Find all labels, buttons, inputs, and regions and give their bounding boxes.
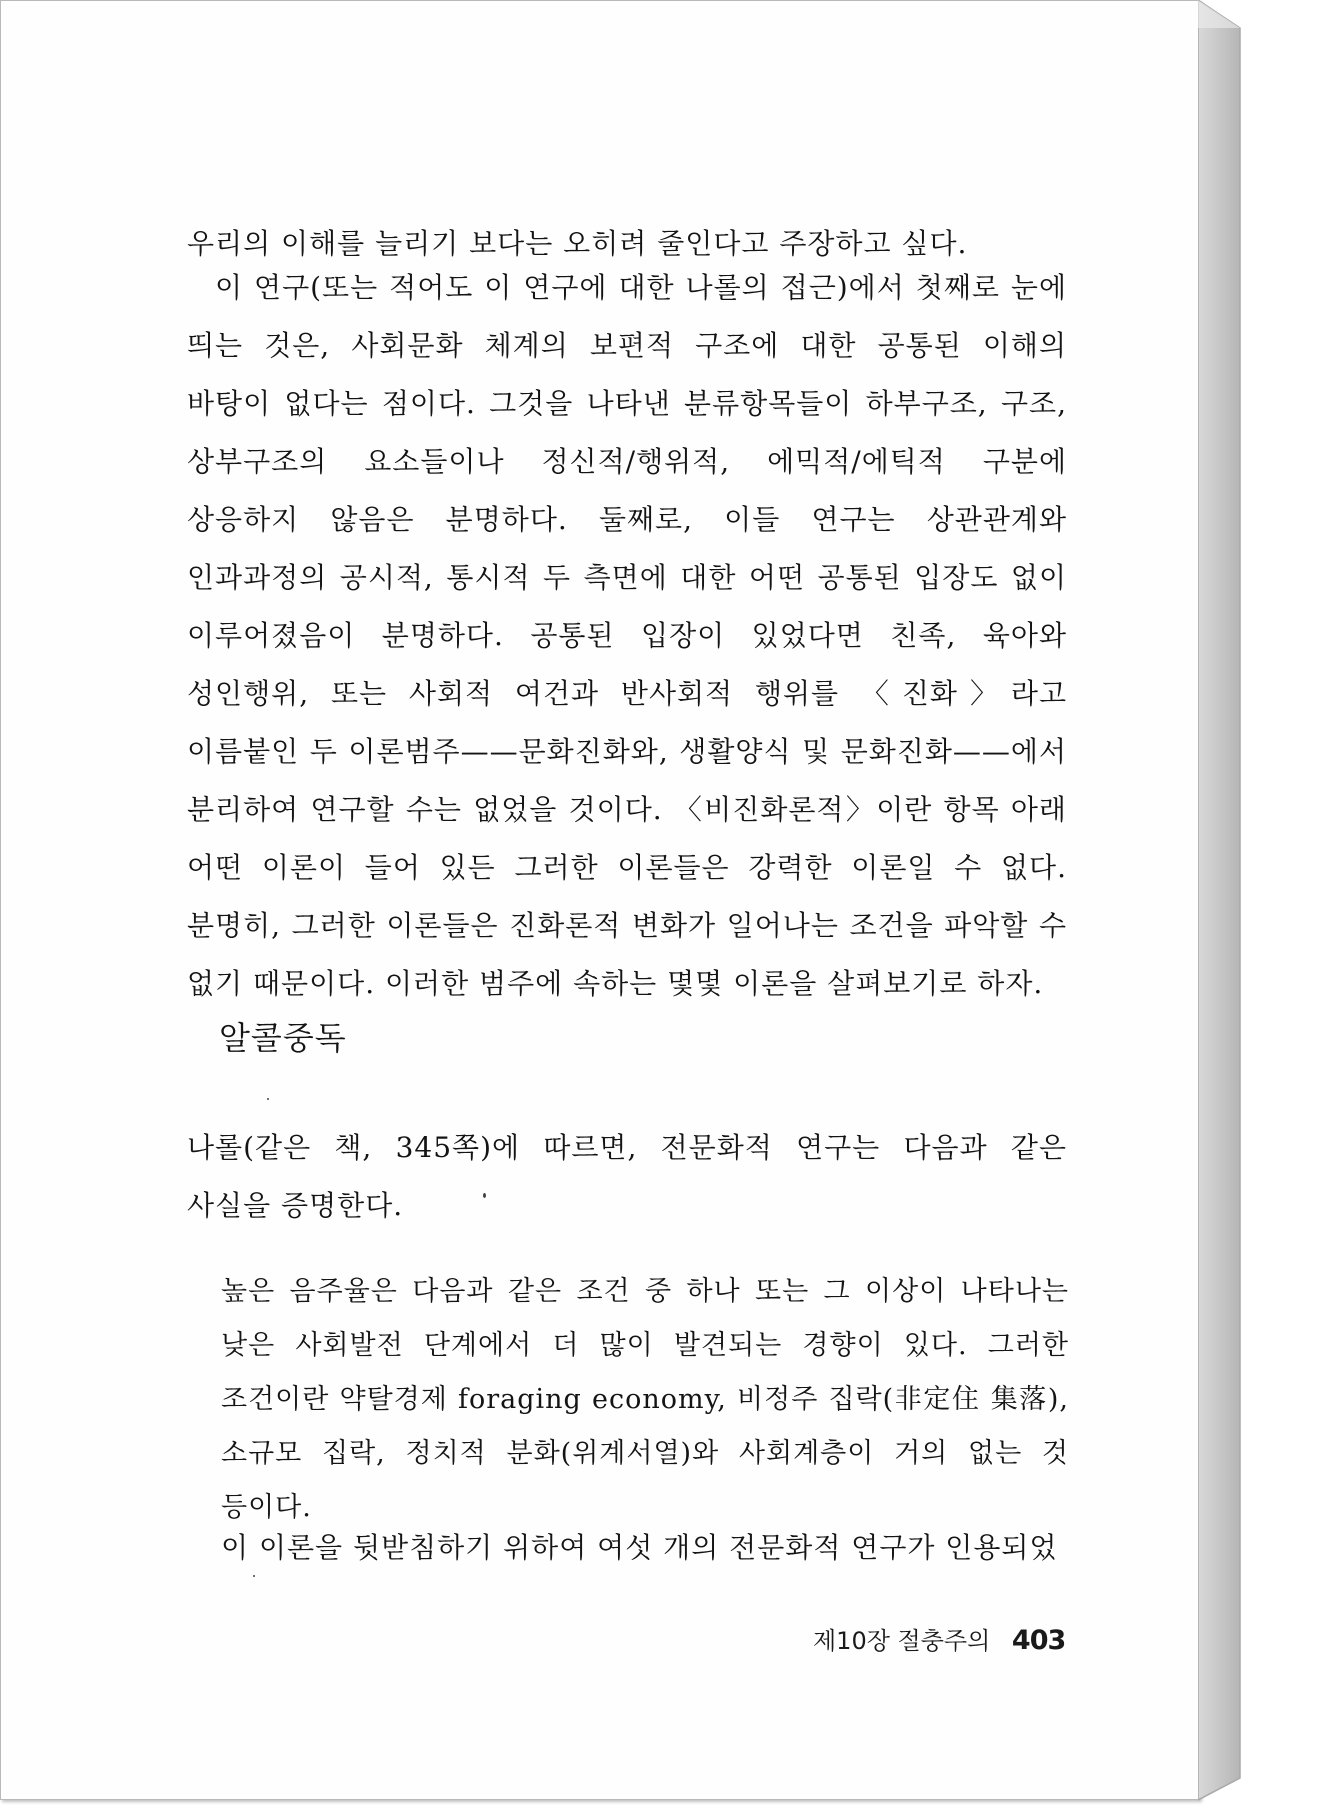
page-footer: [813, 1621, 1065, 1656]
book-edge-graphic: [1198, 0, 1333, 1806]
section-heading: 알콜중독: [219, 1019, 347, 1057]
paragraph-main: 이 연구(또는 적어도 이 연구에 대한 나롤의 접근)에서 첫째로 눈에 띄는 것은, 사회문화 체계의 보편적 구조에 대한 공통된 이해의 바탕이 없다는 점이다. 그것을 나타낸 분류항목들이 하부구조, 구조, 상부구조의 요소들이나 정신적/행위적, 에믹적/에틱적 구분에 상응하지 않음은 분명하다. 둘째로, 이들 연구는 상관관계와 인과과정의 공시적, 통시적 두 측면에 대한 어떤 공통된 입장도 없이 이루어졌음이 분명하다. 공통된 입장이 있었다면 친족, 육아와 성인행위, 또는 사회적 여건과 반사회적 행위를 〈진화〉라고 이름붙인 두 이론범주——문화진화와, 생활양식 및 문화진화——에서 분리하여 연구할 수는 없었을 것이다. 〈비진화론적〉이란 항목 아래 어떤 이론이 들어 있든 그러한 이론들은 강력한 이론일 수 없다. 분명히, 그러한 이론들은 진화론적 변화가 일어나는 조건을 파악할 수 없기 때문이다. 이러한 범주에 속하는 몇몇 이론을 살펴보기로 하자.: [187, 271, 1067, 1000]
page-number: 403: [1011, 1625, 1066, 1656]
scan-speck: [253, 1575, 255, 1577]
running-footer-chapter: 제10장 절충주의: [813, 1627, 991, 1655]
paragraph-last: 이 이론을 뒷받침하기 위하여 여섯 개의 전문화적 연구가 인용되었: [221, 1531, 1058, 1564]
block-quote: 높은 음주율은 다음과 같은 조건 중 하나 또는 그 이상이 나타나는 낮은 사회발전 단계에서 더 많이 발견되는 경향이 있다. 그러한 조건이란 약탈경제 foraging economy, 비정주 집락(非定住 集落), 소규모 집락, 정치적 분화(위계서열)와 사회계층이 거의 없는 것 등이다.: [221, 1276, 1069, 1523]
scan-speck: [267, 1098, 269, 1100]
paragraph-continued: 우리의 이해를 늘리기 보다는 오히려 줄인다고 주장하고 싶다.: [187, 227, 968, 260]
scan-speck: [483, 1193, 486, 1198]
paragraph-naroll: 나롤(같은 책, 345쪽)에 따르면, 전문화적 연구는 다음과 같은 사실을 증명한다.: [187, 1131, 1067, 1222]
